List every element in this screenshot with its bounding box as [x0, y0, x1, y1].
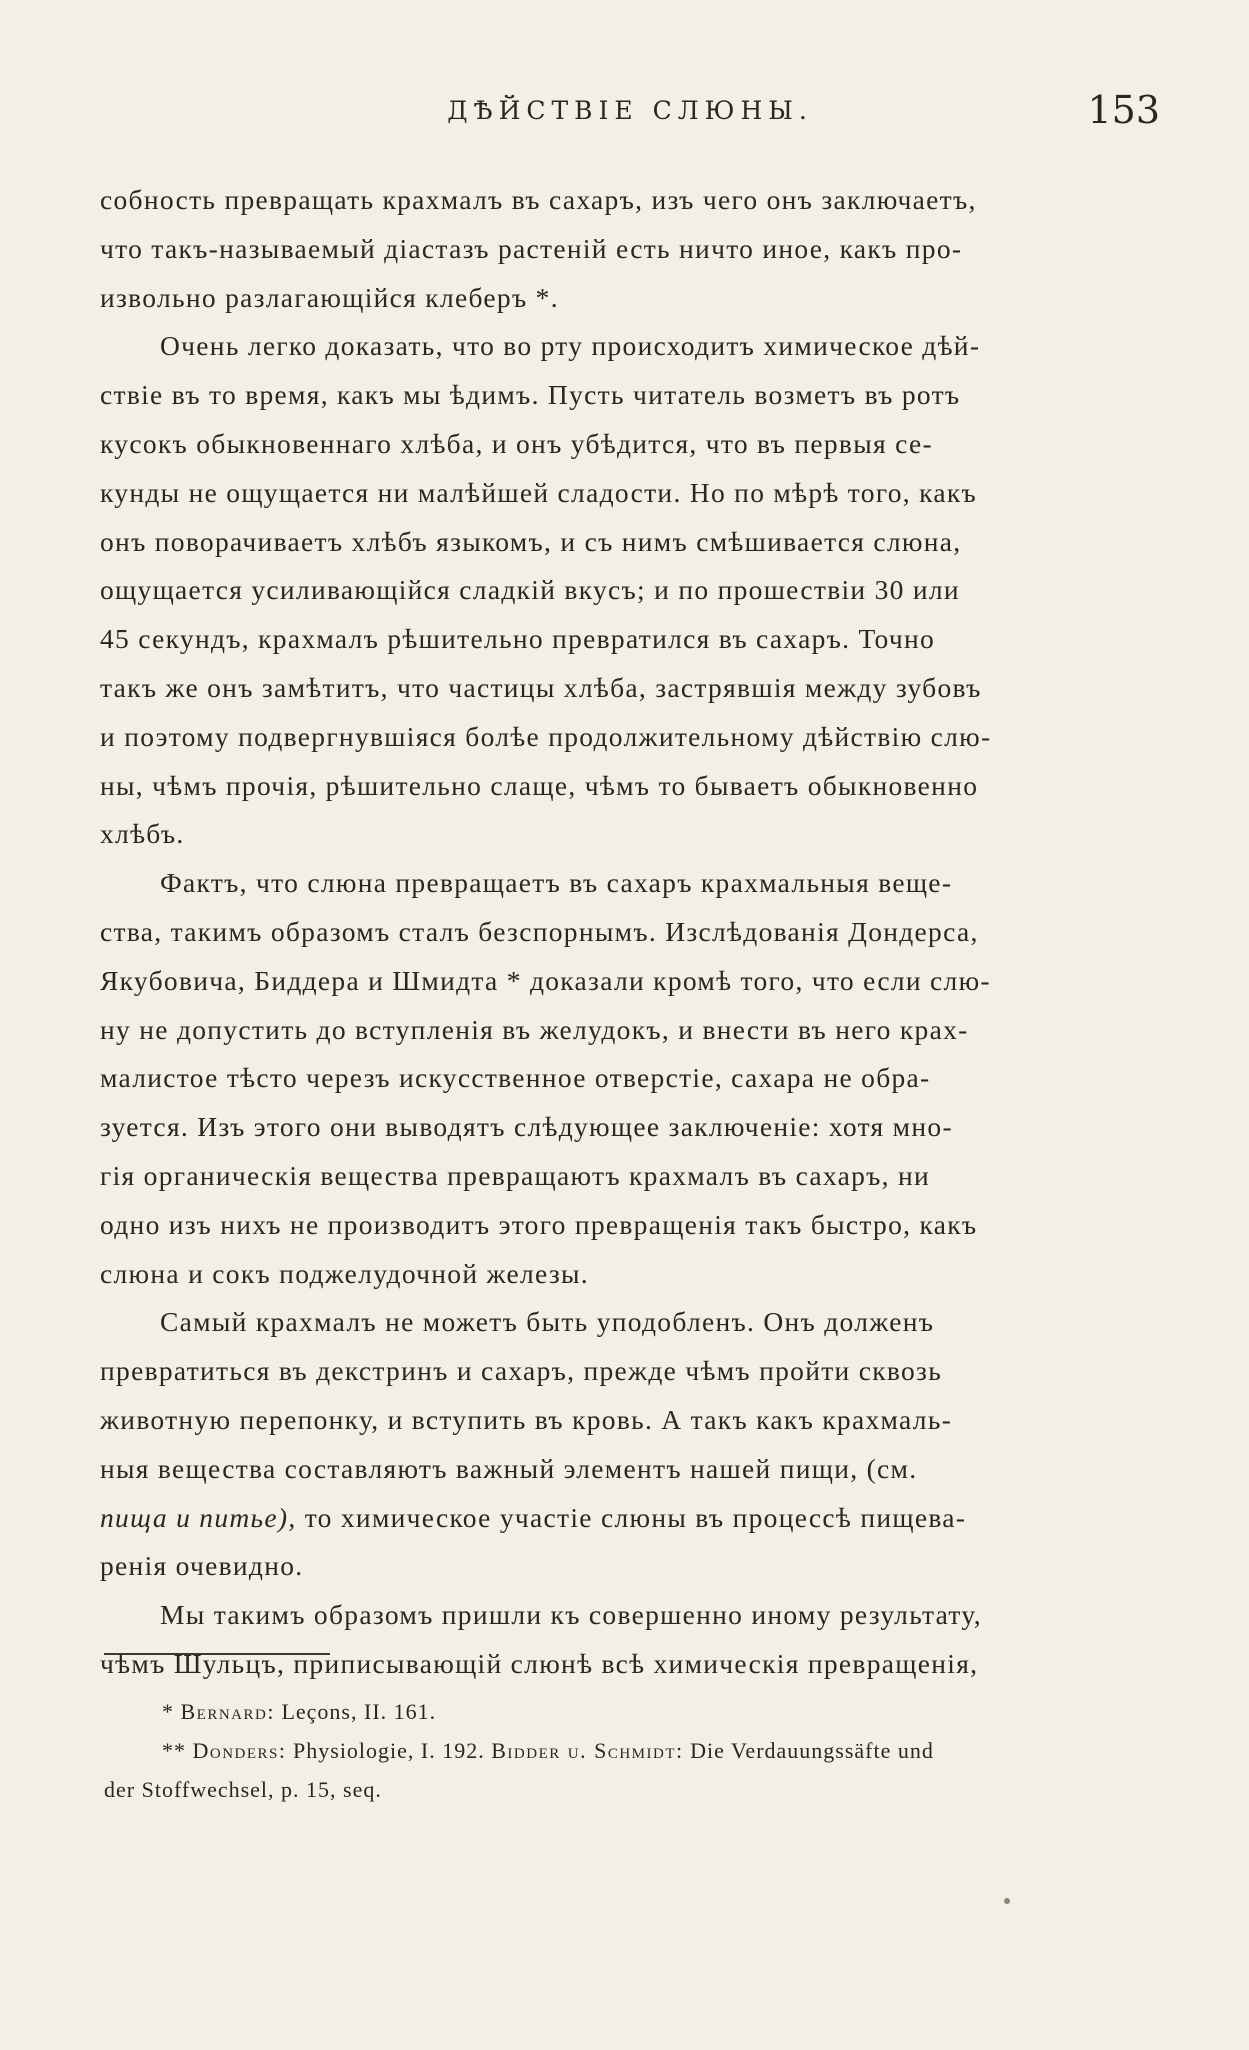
text-line: чѣмъ Шульцъ, приписывающій слюнѣ всѣ химическія превращенія, [100, 1647, 979, 1679]
running-title: ДѢЙСТВІЕ СЛЮНЫ. [447, 96, 813, 125]
text-line-with-italic [100, 1494, 1166, 1543]
text-line: ны, чѣмъ прочія, рѣшительно слаще, чѣмъ то бываетъ обыкновенно [100, 769, 979, 801]
paragraph-start-line: Фактъ, что слюна превращаетъ въ сахаръ крахмальныя веще- [160, 867, 953, 899]
footnote-marker: * [162, 1699, 174, 1724]
italic-reference: пища и питье), [100, 1501, 297, 1533]
footnote-marker: ** [162, 1738, 186, 1763]
page-number: 153 [1087, 88, 1160, 132]
footnote-text: Leçons, II. 161. [281, 1699, 437, 1724]
paragraph-start-line: Самый крахмалъ не можетъ быть уподобленъ. Онъ долженъ [160, 1306, 935, 1338]
text-line: собность превращать крахмалъ въ сахаръ, изъ чего онъ заключаетъ, [100, 184, 977, 215]
text-line: хлѣбъ. [100, 818, 185, 850]
text-line: онъ поворачиваетъ хлѣбъ языкомъ, и съ нимъ смѣшивается слюна, [100, 525, 962, 557]
text-line: и поэтому подвергнувшіяся болѣе продолжительному дѣйствію слю- [100, 720, 992, 752]
text-line: одно изъ нихъ не производитъ этого превращенія такъ быстро, какъ [100, 1208, 978, 1240]
text-line: ствіе въ то время, какъ мы ѣдимъ. Пусть читатель возметъ въ ротъ [100, 379, 961, 411]
body-text [100, 176, 1166, 1689]
footnote-2-continued: der Stoffwechsel, p. 15, seq. [104, 1777, 382, 1802]
text-line: гія органическія вещества превращаютъ крахмалъ въ сахаръ, ни [100, 1159, 931, 1191]
text-line: животную перепонку, и вступить въ кровь. А такъ какъ крахмаль- [100, 1403, 953, 1435]
footnote-author: Donders: [192, 1738, 287, 1763]
text-line: кунды не ощущается ни малѣйшей сладости. Но по мѣрѣ того, какъ [100, 476, 978, 508]
text-line: ства, такимъ образомъ сталъ безспорнымъ. Изслѣдованія Дондерса, [100, 915, 979, 947]
text-line: такъ же онъ замѣтитъ, что частицы хлѣба, застрявшія между зубовъ [100, 671, 982, 703]
page-header [100, 88, 1160, 138]
text-line: 45 секундъ, крахмалъ рѣшительно превратился въ сахаръ. Точно [100, 623, 936, 655]
text-line: зуется. Изъ этого они выводятъ слѣдующее заключеніе: хотя мно- [100, 1111, 953, 1143]
text-line: ну не допустить до вступленія въ желудокъ, и внести въ него крах- [100, 1013, 969, 1045]
footnote-divider [104, 1653, 330, 1655]
text-line: Якубовича, Биддера и Шмидта * доказали кромѣ того, что если слю- [100, 964, 991, 996]
ink-speck [1004, 1898, 1010, 1904]
text-line: малистое тѣсто черезъ искусственное отверстіе, сахара не обра- [100, 1062, 931, 1094]
text-line: ныя вещества составляютъ важный элементъ нашей пищи, (см. [100, 1452, 918, 1484]
footnote-2 [104, 1731, 1174, 1770]
text-line-rest: то химическое участіе слюны въ процессѣ пищева- [304, 1501, 967, 1533]
footnote-author: Bernard: [180, 1699, 275, 1724]
text-line: ощущается усиливающійся сладкій вкусъ; и по прошествіи 30 или [100, 574, 960, 606]
paragraph-start-line: Очень легко доказать, что во рту происходитъ химическое дѣй- [160, 330, 981, 362]
footnote-1 [104, 1692, 1174, 1731]
footnotes [104, 1692, 1174, 1809]
footnote-text: Die Verdauungssäfte und [690, 1738, 934, 1763]
text-line: извольно разлагающійся клеберъ *. [100, 281, 559, 313]
paragraph-start-line: Мы такимъ образомъ пришли къ совершенно иному результату, [160, 1599, 982, 1631]
text-line: слюна и сокъ поджелудочной железы. [100, 1257, 589, 1289]
text-line: кусокъ обыкновеннаго хлѣба, и онъ убѣдится, что въ первыя се- [100, 427, 933, 459]
footnote-text: Physiologie, I. 192. [293, 1738, 485, 1763]
text-line: превратиться въ декстринъ и сахаръ, прежде чѣмъ пройти сквозь [100, 1355, 943, 1387]
footnote-author: Bidder u. Schmidt: [491, 1738, 684, 1763]
text-line: что такъ-называемый діастазъ растеній есть ничто иное, какъ про- [100, 232, 963, 264]
text-line: ренія очевидно. [100, 1550, 304, 1582]
